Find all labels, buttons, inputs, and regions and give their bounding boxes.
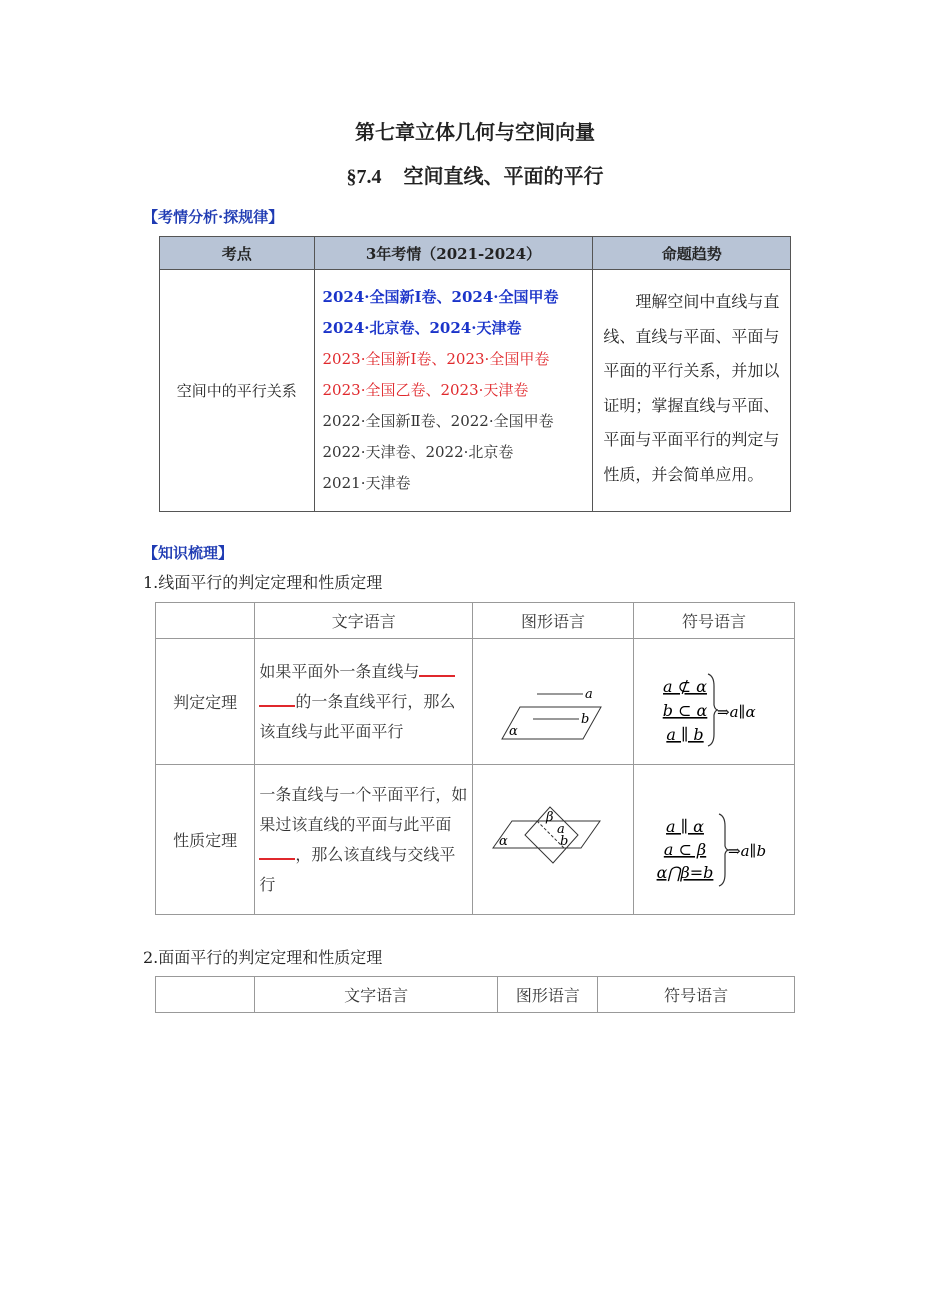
topic-cell: 空间中的平行关系 bbox=[160, 270, 315, 512]
col-header-symbol: 符号语言 bbox=[598, 977, 795, 1013]
label-a: a bbox=[557, 821, 565, 837]
exam-analysis-table bbox=[159, 236, 791, 512]
col-header-topic: 考点 bbox=[160, 237, 315, 270]
symbol-conclusion: ⇒a∥b bbox=[727, 841, 767, 860]
property-figure-cell bbox=[473, 765, 634, 915]
property-symbol bbox=[635, 778, 793, 898]
col-header-symbol: 符号语言 bbox=[633, 603, 794, 639]
col-header-figure: 图形语言 bbox=[473, 603, 634, 639]
property-symbol-cell bbox=[633, 765, 794, 915]
symbol-line: a ∥ b bbox=[666, 724, 704, 744]
corner-cell bbox=[156, 603, 255, 639]
label-beta: β bbox=[546, 809, 554, 825]
exam-line: 2024·北京卷、2024·天津卷 bbox=[322, 319, 522, 337]
line-plane-theorem-table bbox=[155, 602, 795, 915]
label-b: b bbox=[581, 711, 590, 727]
criterion-figure-cell bbox=[473, 639, 634, 765]
exam-line: 2021·天津卷 bbox=[322, 474, 411, 492]
fill-blank[interactable] bbox=[419, 661, 455, 677]
exam-line: 2024·全国新Ⅰ卷、2024·全国甲卷 bbox=[322, 288, 559, 306]
chapter-title: 第七章立体几何与空间向量 bbox=[355, 120, 595, 144]
exam-line: 2023·全国新Ⅰ卷、2023·全国甲卷 bbox=[322, 350, 550, 368]
item2-title: 2.面面平行的判定定理和性质定理 bbox=[143, 948, 383, 967]
symbol-line: b ⊂ α bbox=[662, 700, 708, 720]
col-header-text: 文字语言 bbox=[255, 603, 473, 639]
property-text-a: 一条直线与一个平面平行，如果过该直线的平面与此平面 bbox=[259, 784, 468, 834]
symbol-line: α⋂β=b bbox=[656, 862, 714, 882]
col-header-trend: 命题趋势 bbox=[593, 237, 791, 270]
corner-cell bbox=[156, 977, 255, 1013]
criterion-text bbox=[255, 639, 473, 765]
property-figure bbox=[478, 783, 628, 893]
criterion-symbol-cell bbox=[633, 639, 794, 765]
knowledge-heading: 【知识梳理】 bbox=[143, 544, 234, 562]
section-name: 空间直线、平面的平行 bbox=[403, 164, 604, 188]
exam-line: 2022·天津卷、2022·北京卷 bbox=[322, 443, 514, 461]
symbol-conclusion: ⇒a∥α bbox=[716, 702, 756, 721]
property-text bbox=[255, 765, 473, 915]
criterion-text-a: 如果平面外一条直线与 bbox=[259, 661, 420, 681]
symbol-line: a ∥ α bbox=[666, 816, 704, 836]
exam-analysis-heading: 【考情分析·探规律】 bbox=[143, 208, 284, 226]
section-title bbox=[0, 160, 950, 189]
label-alpha: α bbox=[509, 723, 518, 739]
row-name-property: 性质定理 bbox=[156, 765, 255, 915]
col-header-exams: 3年考情（2021-2024） bbox=[314, 237, 593, 270]
plane-plane-theorem-table bbox=[155, 976, 795, 1013]
symbol-line: a ⊄ α bbox=[663, 676, 707, 696]
exam-list-cell bbox=[314, 270, 593, 512]
section-number: §7.4 bbox=[346, 166, 382, 188]
exam-line: 2023·全国乙卷、2023·天津卷 bbox=[322, 381, 529, 399]
fill-blank[interactable] bbox=[259, 691, 295, 707]
criterion-figure bbox=[478, 650, 628, 750]
criterion-text-b: 的一条直线平行，那么该直线与此平面平行 bbox=[259, 691, 456, 741]
fill-blank[interactable] bbox=[259, 844, 295, 860]
property-text-b: ，那么该直线与交线平行 bbox=[259, 844, 456, 894]
col-header-text: 文字语言 bbox=[254, 977, 498, 1013]
col-header-figure: 图形语言 bbox=[498, 977, 598, 1013]
symbol-line: a ⊂ β bbox=[663, 839, 707, 859]
criterion-symbol bbox=[635, 650, 793, 750]
trend-cell: 理解空间中直线与直线、直线与平面、平面与平面的平行关系，并加以证明；掌握直线与平面、平面与平面平行的判定与性质，并会简单应用。 bbox=[593, 270, 791, 512]
label-alpha: α bbox=[499, 833, 508, 849]
row-name-criterion: 判定定理 bbox=[156, 639, 255, 765]
label-b: b bbox=[560, 833, 569, 849]
exam-line: 2022·全国新Ⅱ卷、2022·全国甲卷 bbox=[322, 412, 554, 430]
item1-title: 1.线面平行的判定定理和性质定理 bbox=[143, 573, 383, 592]
label-a: a bbox=[585, 686, 593, 702]
